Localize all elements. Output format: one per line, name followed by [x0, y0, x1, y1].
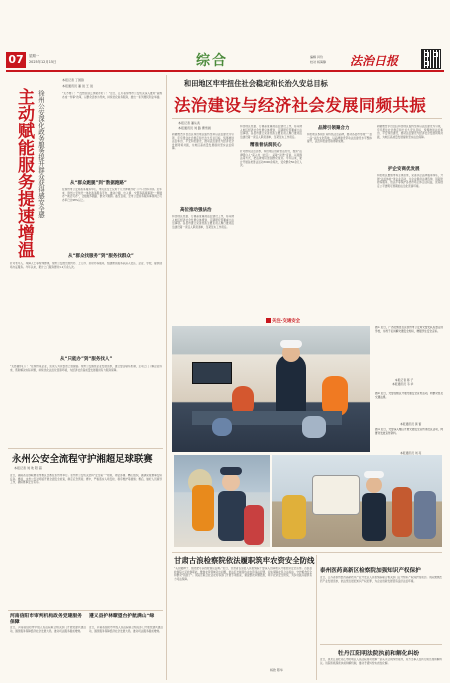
qr-code-icon: [422, 50, 440, 68]
main-subhead-4: 品牌引领聚合力: [318, 126, 350, 131]
main-body-col-3: 和田地区积极打造特色法治品牌，推动各县市形成“一县一品”法治文化阵地，以品牌建设带动法治建设水平整体提升，法治和田建设取得新成效。: [307, 133, 372, 144]
main-headline: 法治建设与经济社会发展同频共振: [174, 96, 426, 115]
main-kicker: 和田地区牢牢扭住社会稳定和长治久安总目标: [184, 79, 328, 88]
left-body-1: 在徐州市公安局政务服务中心，市民张女士仅用十几分钟就办好了户口迁移手续。近年来，徐州公安依托一体化政务服务平台，推动户籍、出入境、交管等高频事项“一网通办”“就近可办”，让数据多跑路、群众少跑腿。截至目前，全市公安政务服务事项网上可办率已达98%以上。: [62, 188, 162, 202]
left-body-2: 针对老年人、残障人士等特殊群体，徐州公安推出预约办、上门办、延时办等服务，组建便民服务队深入社区、企业、学校，提供现场办证服务。今年以来，累计上门服务群众1.2万余人次。: [10, 262, 162, 269]
left-subhead-1: 从“群众跑腿”到“数据跑路”: [70, 181, 127, 186]
bottom-right-body-1: 近日，江苏省泰州医药高新技术产业开发区人民检察院联合相关部门召开知识产权保护座谈会。该院聚焦医药产业发展需求，依法惩治侵犯知识产权犯罪，为企业创新发展营造良好法治环境。: [320, 576, 442, 583]
masthead-rule: [6, 70, 444, 72]
photo-outdoor-campaign: [272, 455, 442, 547]
main-subhead-3: 护企安商优发展: [388, 167, 420, 172]
editor-credit: 编辑 肖玲: [310, 55, 323, 59]
bottom-right-body-2: 近日，黑龙江省牡丹江市阳明区人民法院成功化解一起买卖合同纠纷案件，双方当事人在执行前达成和解协议。该院积极探索执前和解机制，推动矛盾纠纷实质性化解。: [320, 658, 442, 665]
lower-left-rule: [8, 448, 163, 449]
bottom-right-rule: [320, 644, 442, 645]
bottom-left-body-1: 近日，河南省信阳市中级人民法院联合相关部门开展党建共建活动，围绕服务保障经济社会发展大局，推动司法服务提质增效。: [10, 626, 86, 633]
left-headline: 主动赋能服务提速增温: [14, 88, 34, 258]
proofreader-credit: 校对 杨海静: [310, 60, 326, 64]
main-byline-2: 本报通讯员 刘 路 曹雪晨: [178, 126, 211, 130]
main-byline-1: 本报记者 潘从武: [178, 121, 200, 125]
left-deck: 徐州公安深化政务服务提升群众获得感安全感: [37, 90, 45, 218]
section-label-icon: [266, 318, 271, 323]
lower-left-body: 近日，湖南省足球联赛永州赛区比赛在永州市举行。永州市公安机关坚持“安全第一”原则，周密部署、精心组织，圆满完成赛事安保任务。赛前，永州公安对场馆开展全面安全检查，制定应急预案；赛中，严格落实入场安检、秩序维护等措施；赛后，做好人员疏导工作，确保赛事安全有序。: [10, 474, 162, 485]
main-subhead-1: 高位推动强法治: [180, 208, 212, 213]
photo-caption-3: 图③ 近日，交警深入辖区开展交通安全宣传进社区活动，向群众发放宣传资料。: [375, 428, 443, 435]
date-line-weekday: 星期一: [29, 54, 40, 58]
left-intro: “太方便了！”“没想到这么快就办好了！”近日，江苏省徐州市公安机关深入推进“高效办成一件事”改革，以群众需求为导向，持续优化政务服务，推出一系列便民利企举措。: [62, 92, 162, 99]
left-subhead-2: 从“群众找服务”到“服务找群众”: [68, 254, 134, 259]
bottom-left-body-2: 近日，河南省信阳市中级人民法院联合相关部门开展党建共建活动，围绕服务保障经济社会发展大局，推动司法服务提质增效。: [89, 626, 163, 633]
main-body-col-4b: 和田地区聚焦市场主体需求，完善涉企法律服务体系，开展“法治体检”进企业活动，为企业提供法律咨询、风险防控等服务，依法平等保护各类市场主体合法权益，营造稳定公平透明可预期的法治化营商环境。: [377, 174, 443, 188]
main-headline-rule: [172, 118, 442, 119]
main-body-col-4: 新疆维吾尔自治区和田地区始终坚持以法治建设为引领，牢牢扭住社会稳定和长治久安总目标，统筹推进法治和田、平安和田建设，推动法治建设与经济社会发展同频共振，为地区高质量发展提供坚实法治保障。: [377, 125, 443, 139]
photo-credit-1: 本报记者 蒋 子 本报通讯员 韦 华: [392, 378, 414, 386]
bottom-left-rule: [8, 610, 163, 611]
bottom-left-headline-1: 河南信阳市审判机构政务党建服务保障: [10, 613, 82, 625]
left-subhead-3: 从“只能办”到“服务找人”: [60, 357, 113, 362]
bottom-mid-headline: 甘肃古浪检察院依法履职筑牢农资安全防线: [174, 556, 315, 565]
lower-left-headline: 永州公安全流程守护湘超足球联赛: [12, 454, 153, 465]
lower-left-byline: 本报记者 刘 欢 阳 超: [14, 466, 42, 470]
photo-caption-2: 图② 近日，交警在辖区开展交通安全宣传活动，向群众普及交通法规。: [375, 392, 443, 399]
date-line-date: 2025年12月15日: [29, 60, 57, 64]
column-divider-bottom: [316, 555, 317, 680]
bottom-right-headline-1: 泰州医药高新区检察院加强知识产权保护: [320, 568, 421, 574]
left-byline-1: 本报记者 丁国锋: [62, 78, 84, 82]
photo-classroom: [172, 326, 370, 452]
left-body-3: “太感谢你们了！”在徐州某企业，负责人为民警送上感谢信。徐州公安围绕企业发展需求，建立警企联系机制，主动上门了解企业诉求，帮助解决实际问题，持续优化法治化营商环境，为经济社会高质量发展提供有力服务保障。: [10, 365, 162, 372]
bottom-right-headline-2: 牡丹江阳明法院执前和解化纠纷: [338, 651, 420, 657]
paper-name: 法治日报: [350, 54, 399, 68]
main-subhead-2: 精准普法润民心: [250, 143, 282, 148]
photo-credit-3: 本报通讯员 刘 亮: [400, 451, 422, 455]
main-body-col-1: 新疆维吾尔自治区和田地区始终坚持以法治建设为引领，牢牢扭住社会稳定和长治久安总目标，统筹推进法治和田、平安和田建设，推动法治建设与经济社会发展同频共振，为地区高质量发展提供坚实法治保障。: [172, 133, 234, 151]
section-title: 综合: [196, 53, 228, 69]
photo-credit-2: 本报通讯员 黄 蕾: [400, 422, 422, 426]
main-body-col-2b: 针对群众法治需求，和田地区创新普法形式，组织“法律明白人”深入村（社区），采取“双语”宣讲、以案释法等方式，把法律知识送到群众身边。今年以来，累计开展各类普法活动3000余场次，受众群众50余万人次。: [240, 150, 302, 168]
photo-kids-traffic-officer: [174, 455, 270, 547]
bottom-mid-body: “买到假种子、假化肥可以找检察官反映。”近日，甘肃省古浪县人民检察院干警深入田间地头开展农资安全宣传。古浪县检察院立足检察职能，聚焦农资领域突出问题，依法打击制售伪劣农资违法犯罪，切实保障农民合法权益，守护粮食安全和群众“钱袋子”。该院还联合农业农村等部门开展专项检查，督促整改问题隐患，筑牢农资安全防线，为乡村振兴提供有力司法保障。: [174, 567, 312, 581]
photo-caption-1: 图① 近日，广西壮族自治区钦州市公安局交警支队民警走进学校，为孩子们讲解交通安全知识，增强学生安全意识。: [375, 326, 443, 333]
main-body-col-2: 和田地区党委、行署高度重视法治建设工作，将其纳入地区经济社会发展总体规划，定期研究部署重大法治事项。各县市建立完善党政主要负责人履行推进法治建设第一责任人职责清单，压紧压实工作责任。: [240, 125, 302, 139]
column-divider-left: [166, 75, 167, 680]
bottom-mid-rule: [172, 552, 442, 553]
page-number: 07: [8, 53, 24, 66]
bottom-mid-byline: 杨欣 陈华: [270, 668, 283, 672]
bottom-left-headline-2: 遵义县护林瞭望台护航满山“绿: [89, 613, 155, 619]
photo-section-label: 关注·交通安全: [266, 318, 300, 324]
main-body-col-1b: 和田地区党委、行署高度重视法治建设工作，将其纳入地区经济社会发展总体规划，定期研究部署重大法治事项。各县市建立完善党政主要负责人履行推进法治建设第一责任人职责清单，压紧压实工作责任。: [172, 215, 234, 229]
left-byline-2: 本报通讯员 潘 进 王 进: [62, 84, 93, 88]
